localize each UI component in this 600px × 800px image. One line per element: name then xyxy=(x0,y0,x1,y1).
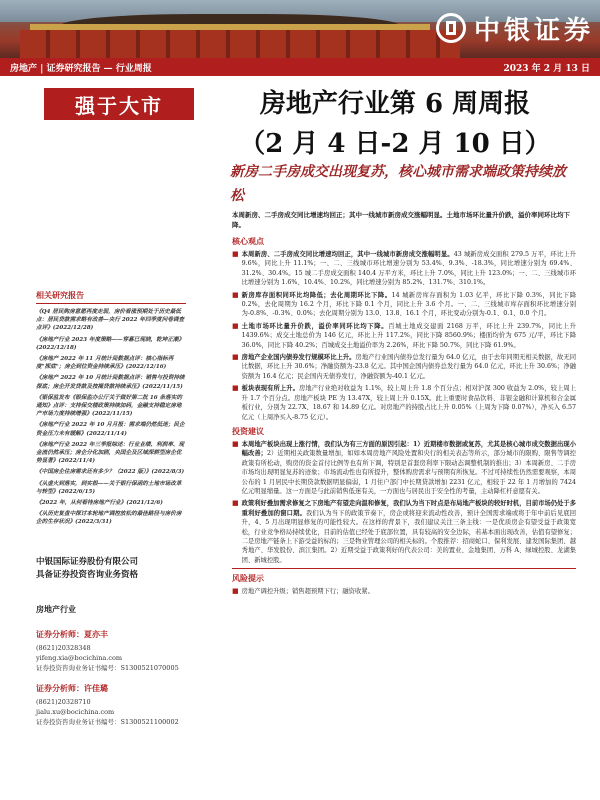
core-point-lead: 新房库存面积同环比均降低；去化周期环比下降。 xyxy=(241,291,392,299)
core-point-lead: 本周新房、二手房成交同比增速均回正，其中一线城市新房成交涨幅明显。 xyxy=(241,251,454,258)
report-info-bar xyxy=(0,58,600,76)
risk-point xyxy=(232,587,576,596)
related-report-item: 《房地产 2022 年 11 月统计局数据点评：核心指标再度"探底"；房企到位资金持续承压》(2022/12/16) xyxy=(36,356,174,371)
related-report-item: 《Q4 居民购房意愿再度走弱，房价看涨预期处于历史最低点：居民贷款需求略有改善—央行 2022 年四季度问卷调查点评》(2022/12/28) xyxy=(36,309,185,332)
company-name: 中银国际证券股份有限公司 xyxy=(36,557,139,567)
bullet-icon: ■ xyxy=(232,587,239,596)
core-point xyxy=(232,322,576,350)
invest-point-lead: 本周地产板块出现上涨行情，我们认为有三方面的原因引起：1）近期楼市数据或复苏，尤其是核心城市成交数据出现小幅改善； xyxy=(241,440,576,458)
related-report-item: 《房地产行业 2023 年度策略——穿暮已现晓，乾坤正潮》(2022/12/18) xyxy=(36,336,185,351)
core-point xyxy=(232,353,576,381)
core-point-text: 房地产行业国内债券总发行量为 64.0 亿元，由于去年同期无相关数据，故无同比数据，环比上升 30.6%；净融资额为-23.8 亿元。其中国企国内债券总发行量为 64.0 亿元，环比上升 30.6%；净融资额为 16.4 亿元；民企国内无债券发行，净融资额为-40.1 亿元。 xyxy=(241,354,576,380)
related-report-item: 《从历史复盘中探讨本轮地产调控放松的最佳路径与房价房企的生存状况》(2022/3/31) xyxy=(36,511,182,526)
analyst-cert: 证券投资咨询业务证书编号：S1300521070005 xyxy=(36,664,179,672)
invest-point-text: 2）近期相关政策数量增加，如如本周房地产风险处置和央行的相关表态等所示，部分城市的限购、限售等调控政策有所松动，购房的资金首付比例等也有所下调，特别是首套房利率下限动态调整机制的推出；3）本周新房、二手房市场均出现明显复苏的迹象；市场流动性也有所提升，整体购房需求与预期有所恢复。不过可持续性仍然需要观察，本周公布的 1 月居民中长期贷款数据明显偏弱，1 月住户部门中长期贷款增加 2231 亿元，相较于 22 年 1 月增加的 7424 亿元明显缩量。这一方面是与此前销售低迷有关，一方面也与居民出于安全性的考量，主动降杠杆意愿有关。 xyxy=(241,450,576,495)
core-point-text: 房地产行业绝对收益为 1.1%，较上周上升 1.8 个百分点；相对沪深 300 收益为 2.0%，较上周上升 1.7 个百分点。房地产板块 PE 为 13.47X，较上周上升 0.15X。此上重要时食品饮料、非银金融和计算机和合金属板行业，分别为 22.7X、18.67 和 14.89 亿元。对房地产的持股占比上升 0.05%（上周为下降 0.07%），净买入 6.57 亿元（上周净买入-8.75 亿元）。 xyxy=(241,385,577,421)
bullet-icon: ■ xyxy=(232,499,239,508)
core-point-text: 14 城新房库存面积为 1.03 亿平，环比下降 0.3%，同比下降 0.2%，去化周期为 16.2 个月，环比下降 0.1 个月，同比上升 3.6 个月。一、二、三线城市库存面积环比增速分别为-0.8%、-0.3%、0.0%；去化周期分别为 13.0、13.8、16.1 个月，环比变动分别为-0.1、0.1、0.0 个月。 xyxy=(241,291,577,318)
company-info xyxy=(36,556,191,582)
core-point-lead: 板块表现有所上升。 xyxy=(241,385,300,393)
main-content xyxy=(232,210,576,600)
title-line-1: 房地产行业第 6 周周报 xyxy=(259,89,531,119)
analyst-email[interactable]: yifeng.xia@bocichina.com xyxy=(36,654,123,662)
core-point xyxy=(232,291,576,319)
bullet-icon: ■ xyxy=(232,321,239,330)
core-point xyxy=(232,250,576,288)
rating-badge: 强于大市 xyxy=(44,88,194,120)
bullet-icon: ■ xyxy=(232,250,239,258)
boc-logo-icon xyxy=(436,13,466,43)
bullet-icon: ■ xyxy=(232,290,239,299)
related-report-item: 《2022 年，从何看待房地产行业》(2021/12/6) xyxy=(36,500,163,507)
core-point-lead: 土地市场环比量升价跌，溢价率同环比均下降。 xyxy=(241,322,389,330)
core-point-text: 43 城新房成交面积 279.5 万平，环比上升 9.6%，同比上升 11.1%；一、二、三线城市环比增速分别为 53.4%、9.3%、-18.3%，同比增速分别为 69.4%、31.2%、30.4%。15 城二手房成交面积 140.4 万平方米，环比上升 7.0%，同比上升 123.0%；一、二、三线城市环比增速分别为 1.6%、10.4%、10.2%，同比增速分别为 85.2%、131.7%、310.1%。 xyxy=(241,251,577,287)
analyst-phone: (8621)20328348 xyxy=(36,644,91,652)
report-category: 房地产 | 证券研究报告 — 行业周报 xyxy=(10,63,152,74)
bullet-icon: ■ xyxy=(232,439,239,448)
analyst-name: 证券分析师：许佳璐 xyxy=(36,683,108,693)
risk-text: 房地产调控升级；销售超预期下行；融资收紧。 xyxy=(241,588,374,596)
core-heading: 核心观点 xyxy=(232,236,264,246)
related-reports xyxy=(36,290,186,530)
header-banner xyxy=(0,0,600,58)
related-report-item: 《房地产 2022 年 10 月统计局数据点评：销售与投资持续探底；房企开发贷款及按揭贷款持续承压》(2022/11/15) xyxy=(36,375,185,390)
invest-heading: 投资建议 xyxy=(232,425,264,436)
logo-text: 中银证券 xyxy=(473,15,594,46)
invest-point xyxy=(232,499,576,565)
report-title xyxy=(230,84,560,164)
related-report-item: 《从虚火到落实，到实根——关于银行保函的土地市场改革与转型》(2022/6/15) xyxy=(36,480,182,495)
related-reports-heading: 相关研究报告 xyxy=(36,290,186,304)
related-report-item: 《房地产行业 2022 年 10 月月报：需求端仍然低迷；民企资金压力未有缓解》(2022/11/14) xyxy=(36,422,185,437)
bullet-icon: ■ xyxy=(232,384,239,393)
invest-point-lead: 政策利好叠加需求修复之下房地产有望走向温和修复，我们认为当下时点是布局地产板块的较好时机，目前市场仍处于多重利好叠加的窗口期。 xyxy=(241,500,576,517)
industry-label: 房地产行业 xyxy=(36,604,76,614)
company-qualification: 具备证券投资咨询业务资格 xyxy=(36,570,139,580)
related-report-item: 《银保监发布《银保监办公厅关于做好第二批 16 条落实的通知》点评：支持保交楼政策持续加码，金融支持稳定房地产市场力度持续增强》(2022/11/15) xyxy=(36,394,182,418)
banner-wall xyxy=(20,30,460,58)
company-logo xyxy=(436,4,594,52)
invest-point xyxy=(232,440,576,496)
analyst-contacts xyxy=(36,604,196,737)
lead-summary: 本周新房、二手房成交同比增速均回正；其中一线城市新房成交涨幅明显。土地市场环比量升价跌，溢价率同环比均下降。 xyxy=(232,211,570,229)
analyst-phone: (8621)20328710 xyxy=(36,698,91,706)
report-subtitle: 新房二手房成交出现复苏，核心城市需求端政策持续放松 xyxy=(230,164,566,204)
analyst-name: 证券分析师：夏亦丰 xyxy=(36,629,108,639)
divider xyxy=(232,568,576,569)
related-report-item: 《房地产行业 2022 年三季报综述：行业业绩、利润率、现金流仍然承压；房企分化加剧，央国企及区域深耕型房企优势显著》(2022/11/4) xyxy=(36,441,185,465)
core-point xyxy=(232,384,576,422)
title-line-2: （2 月 4 日-2 月 10 日） xyxy=(239,129,551,159)
core-point-text: 百城土地成交建面 2168 万平，环比上升 239.7%，同比上升 1439.6%；成交土地总价为 146 亿元，环比上升 117.2%，同比下降 8560.9%；楼面均价为 675 元/平，环比下降 36.0%，同比下降 40.2%；百城成交土地溢价率为 2.26%，环比下降 50.7%，同比下降 61.9%。 xyxy=(241,322,577,349)
risk-heading: 风险提示 xyxy=(232,573,264,584)
analyst-card xyxy=(36,683,196,727)
analyst-email[interactable]: jialu.xu@bocichina.com xyxy=(36,708,115,716)
related-report-item: 《中国房企住房需求还有多少？（2022 版）》(2022/8/3) xyxy=(36,469,185,476)
analyst-card xyxy=(36,629,196,673)
invest-point-text: 我们认为当下的政策节奏下，房企或将迎来流动性改善，预计全国需求端或将于年中前后见底回升，4、5 月出现明显修复的可能性较大。在这样的背景下，我们建议关注三条主线：一是优质房企有望受益于政策宽松，行业竞争格局持续优化，目前的估值已经处于底部位置，具有较高的安全边际，若基本面出现改善，估值有望修复；二是房地产链条上下游受益的标的；三是物业管理公司的相关标的。个股推荐：招商蛇口、保利发展、建发国际集团、越秀地产、华发股份、滨江集团。2）近期受益于政策利好的代表公司：美的置业、金地集团、万科 A、绿城控股、龙湖集团、新城控股。 xyxy=(241,509,577,564)
analyst-cert: 证券投资咨询业务证书编号：S1300521100002 xyxy=(36,718,179,726)
bullet-icon: ■ xyxy=(232,353,239,362)
report-date: 2023 年 2 月 13 日 xyxy=(503,63,590,74)
core-point-lead: 房地产企业国内债券发行规模环比上升。 xyxy=(241,354,356,362)
